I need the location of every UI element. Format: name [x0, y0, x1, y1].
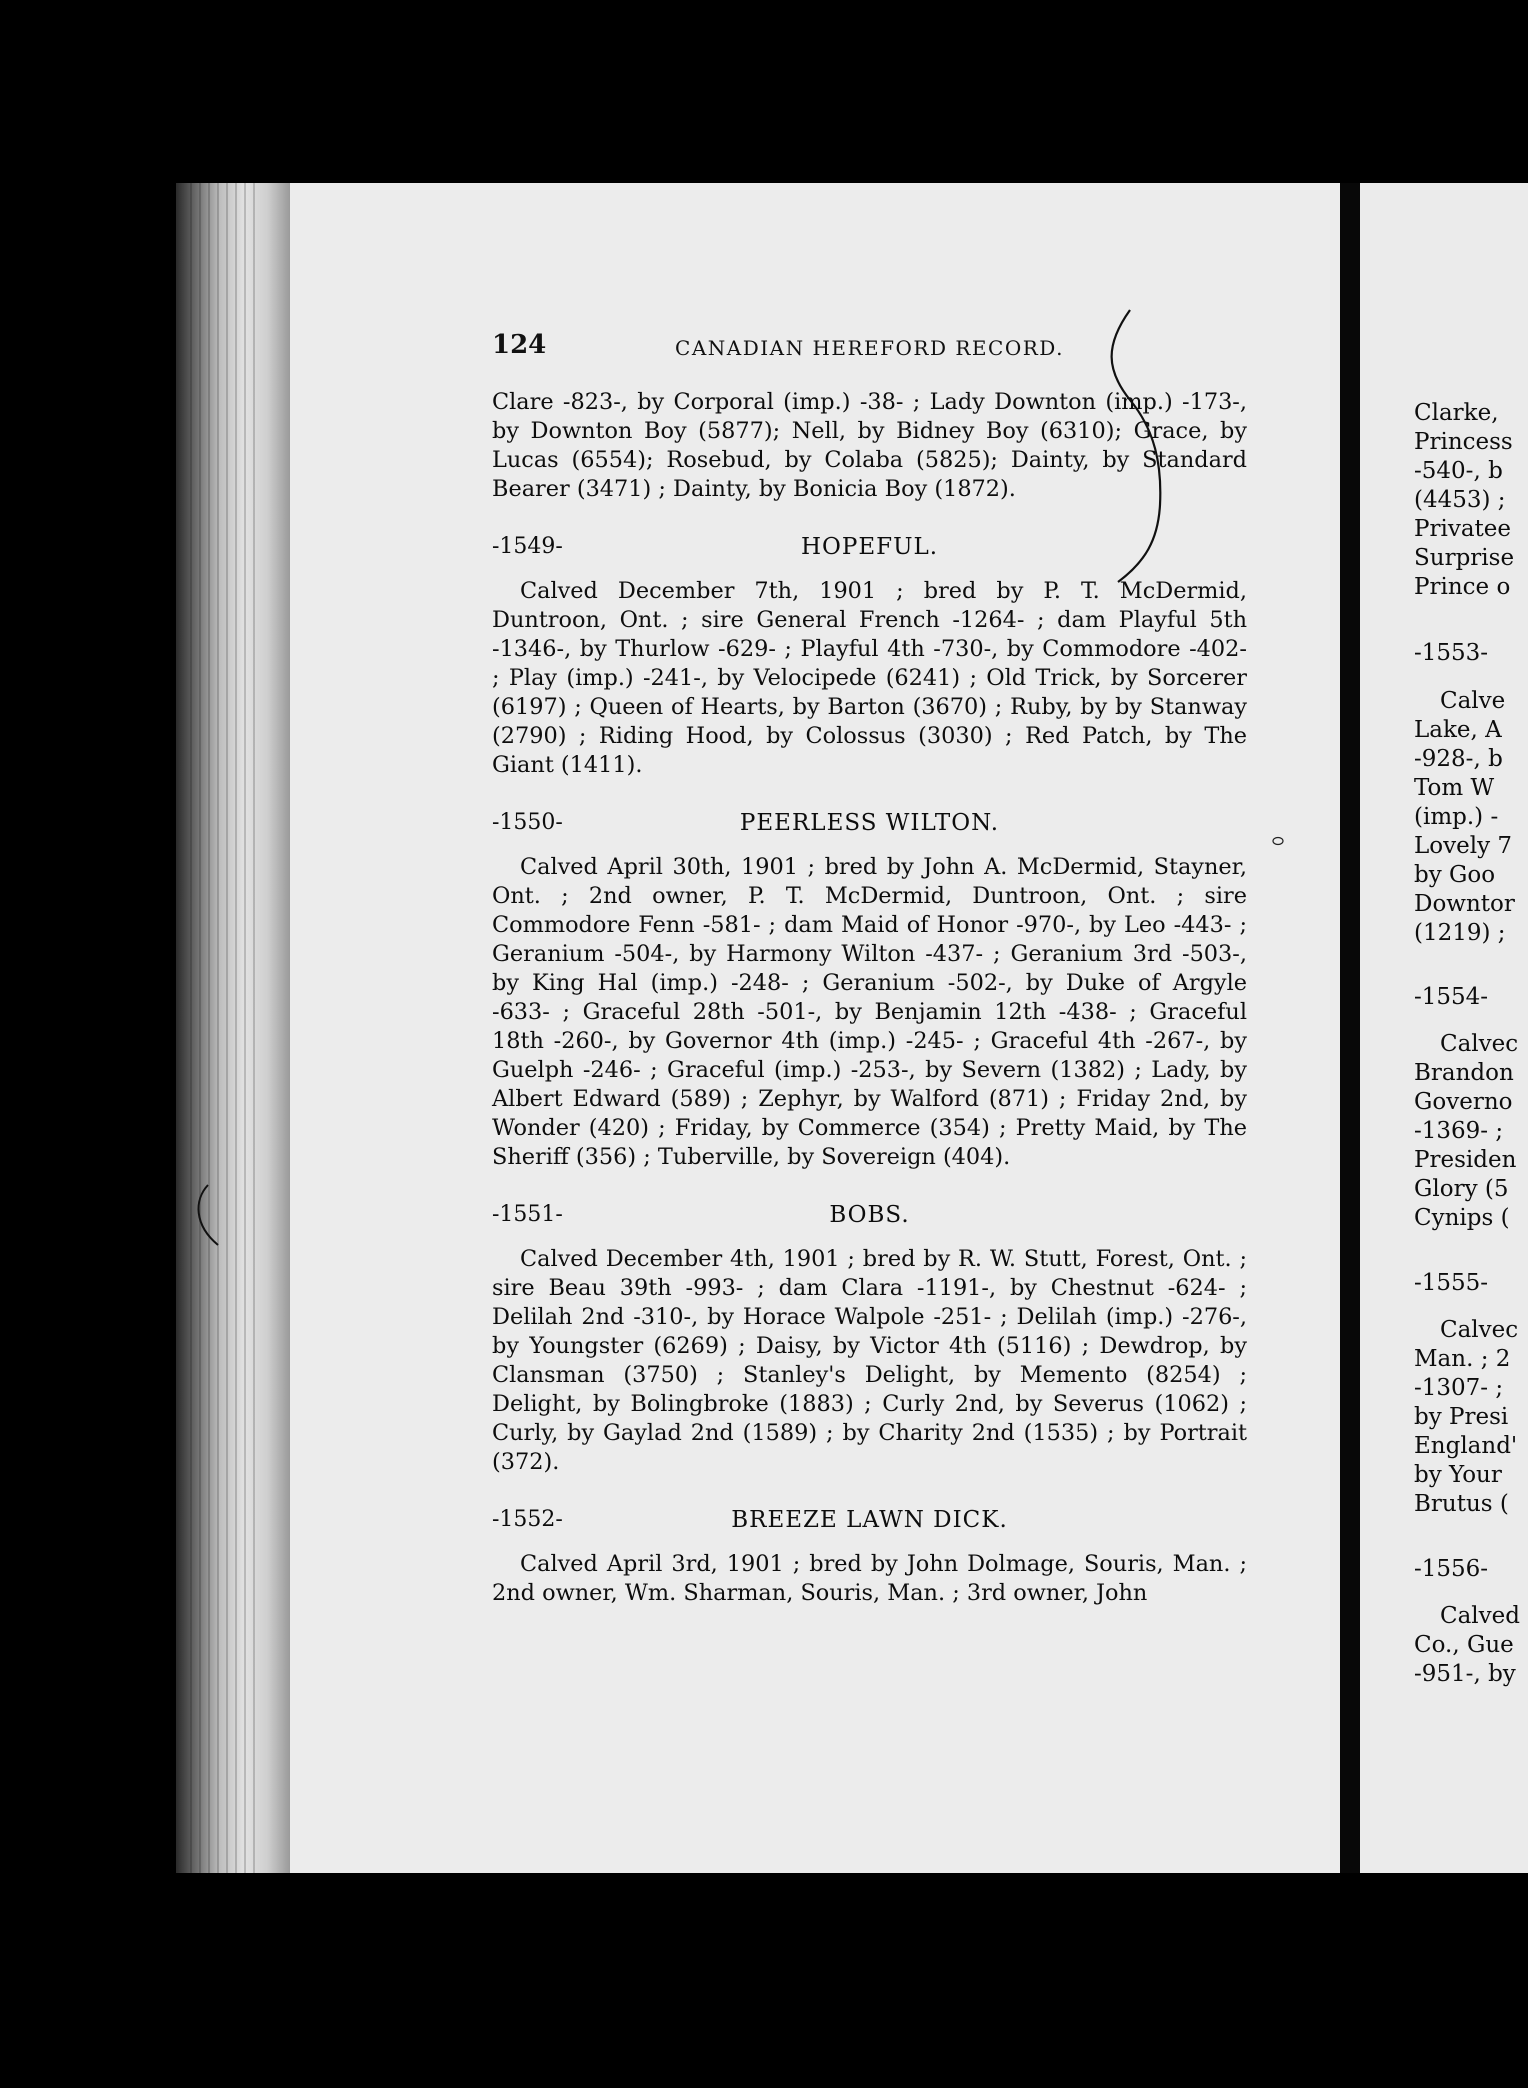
right-page-line: Privatee — [1414, 516, 1511, 542]
right-page-line: -1554- — [1414, 984, 1489, 1010]
right-page-line: Downtor — [1414, 891, 1515, 917]
right-page-line: Calve — [1440, 688, 1506, 714]
right-page-line: England' — [1414, 1433, 1518, 1459]
page-edge-lines — [190, 183, 260, 1873]
right-page-line: Co., Gue — [1414, 1632, 1514, 1658]
right-page-line: Calvec — [1440, 1031, 1519, 1057]
entry-name: HOPEFUL. — [800, 534, 939, 560]
entry-text: Calved December 7th, 1901 ; bred by P. T. McDermid, Duntroon, Ont. ; sire General French -1264- ; dam Playful 5th -1346-, by Thurlow -629- ; Playful 4th -730-, by Commodore -402- ; Play (imp.) -241-, by Velocipede (6241) ; Old Trick, by Sorcerer (6197) ; Queen of Hearts, by Barton (3670) ; Ruby, by by Stanway (2790) ; Riding Hood, by Colossus (3030) ; Red Patch, by The Giant (1411). — [492, 578, 1247, 778]
entry-number: -1549- — [492, 534, 563, 559]
right-page-line: Governo — [1414, 1089, 1513, 1115]
right-page-line: -1555- — [1414, 1270, 1489, 1296]
right-page-line: -540-, b — [1414, 458, 1503, 484]
entry-number: -1552- — [492, 1507, 563, 1532]
right-page-line: Clarke, — [1414, 400, 1499, 426]
right-page-line: Man. ; 2 — [1414, 1346, 1511, 1372]
book-gutter — [1340, 183, 1360, 1873]
page-number: 124 — [492, 330, 547, 360]
pencil-bracket-mark — [1100, 300, 1220, 590]
right-page-line: by Goo — [1414, 862, 1496, 888]
entry-heading — [492, 1202, 1247, 1232]
right-page-line: -1307- ; — [1414, 1375, 1504, 1401]
entry-name: PEERLESS WILTON. — [739, 810, 1000, 836]
entry-heading — [492, 1507, 1247, 1537]
right-page-line: Calvec — [1440, 1317, 1519, 1343]
right-page-line: -928-, b — [1414, 746, 1503, 772]
right-page-line: by Presi — [1414, 1404, 1509, 1430]
entry-heading — [492, 810, 1247, 840]
right-page-line: -1556- — [1414, 1556, 1489, 1582]
right-page-line: -1369- ; — [1414, 1118, 1504, 1144]
right-page-line: Presiden — [1414, 1147, 1517, 1173]
entry-name: BREEZE LAWN DICK. — [731, 1507, 1008, 1533]
right-page-line: Glory (5 — [1414, 1176, 1509, 1202]
right-page-line: Lovely 7 — [1414, 833, 1513, 859]
pencil-margin-mark — [188, 1180, 228, 1250]
ink-speck — [1270, 835, 1286, 847]
entry-number: -1550- — [492, 810, 563, 835]
right-page-line: -951-, by — [1414, 1661, 1516, 1687]
right-page-line: Tom W — [1414, 775, 1495, 801]
right-page-line: (1219) ; — [1414, 920, 1506, 946]
right-page-line: (imp.) - — [1414, 804, 1499, 830]
entry-text: Calved April 30th, 1901 ; bred by John A. McDermid, Stayner, Ont. ; 2nd owner, P. T. McDermid, Duntroon, Ont. ; sire Commodore Fenn -581- ; dam Maid of Honor -970-, by Leo -443- ; Geranium -504-, by Harmony Wilton -437- ; Geranium 3rd -503-, by King Hal (imp.) -248- ; Geranium -502-, by Duke of Argyle -633- ; Graceful 28th -501-, by Benjamin 12th -438- ; Graceful 18th -260-, by Governor 4th (imp.) -245- ; Graceful 4th -267-, by Guelph -246- ; Graceful (imp.) -253-, by Severn (1382) ; Lady, by Albert Edward (589) ; Zephyr, by Walford (871) ; Friday 2nd, by Wonder (420) ; Friday, by Commerce (354) ; Pretty Maid, by The Sheriff (356) ; Tuberville, by Sovereign (404). — [492, 854, 1247, 1170]
entry — [492, 1507, 1247, 1608]
right-page-line: by Your — [1414, 1462, 1502, 1488]
entry-text: Calved April 3rd, 1901 ; bred by John Dolmage, Souris, Man. ; 2nd owner, Wm. Sharman, Souris, Man. ; 3rd owner, John — [492, 1551, 1247, 1606]
entry-number: -1551- — [492, 1202, 563, 1227]
right-page-line: Calved — [1440, 1603, 1520, 1629]
right-page-line: Prince o — [1414, 574, 1511, 600]
right-page-line: (4453) ; — [1414, 487, 1506, 513]
right-page-line: Surprise — [1414, 545, 1515, 571]
entry-name: BOBS. — [829, 1202, 910, 1228]
right-page-line: -1553- — [1414, 640, 1489, 666]
entry — [492, 1202, 1247, 1477]
entry-text: Calved December 4th, 1901 ; bred by R. W. Stutt, Forest, Ont. ; sire Beau 39th -993- ; dam Clara -1191-, by Chestnut -624- ; Delilah 2nd -310-, by Horace Walpole -251- ; Delilah (imp.) -276-, by Youngster (6269) ; Daisy, by Victor 4th (5116) ; Dewdrop, by Clansman (3750) ; Stanley's Delight, by Memento (8254) ; Delight, by Bolingbroke (1883) ; Curly 2nd, by Severus (1062) ; Curly, by Gaylad 2nd (1589) ; by Charity 2nd (1535) ; by Portrait (372). — [492, 1246, 1247, 1475]
right-page-line: Brandon — [1414, 1060, 1514, 1086]
right-page-line: Cynips ( — [1414, 1205, 1510, 1231]
opening-paragraph: Clare -823-, by Corporal (imp.) -38- ; Lady Downton (imp.) -173-, by Downton Boy (5877); Nell, by Bidney Boy (6310); Grace, by Lucas (6554); Rosebud, by Colaba (5825); Dainty, by Standard Bearer (3471) ; Dainty, by Bonicia Boy (1872). — [492, 389, 1247, 502]
right-page-line: Lake, A — [1414, 717, 1502, 743]
right-page-line: Brutus ( — [1414, 1491, 1509, 1517]
entry — [492, 810, 1247, 1172]
right-page-line: Princess — [1414, 429, 1513, 455]
running-head: CANADIAN HEREFORD RECORD. — [675, 336, 1064, 360]
